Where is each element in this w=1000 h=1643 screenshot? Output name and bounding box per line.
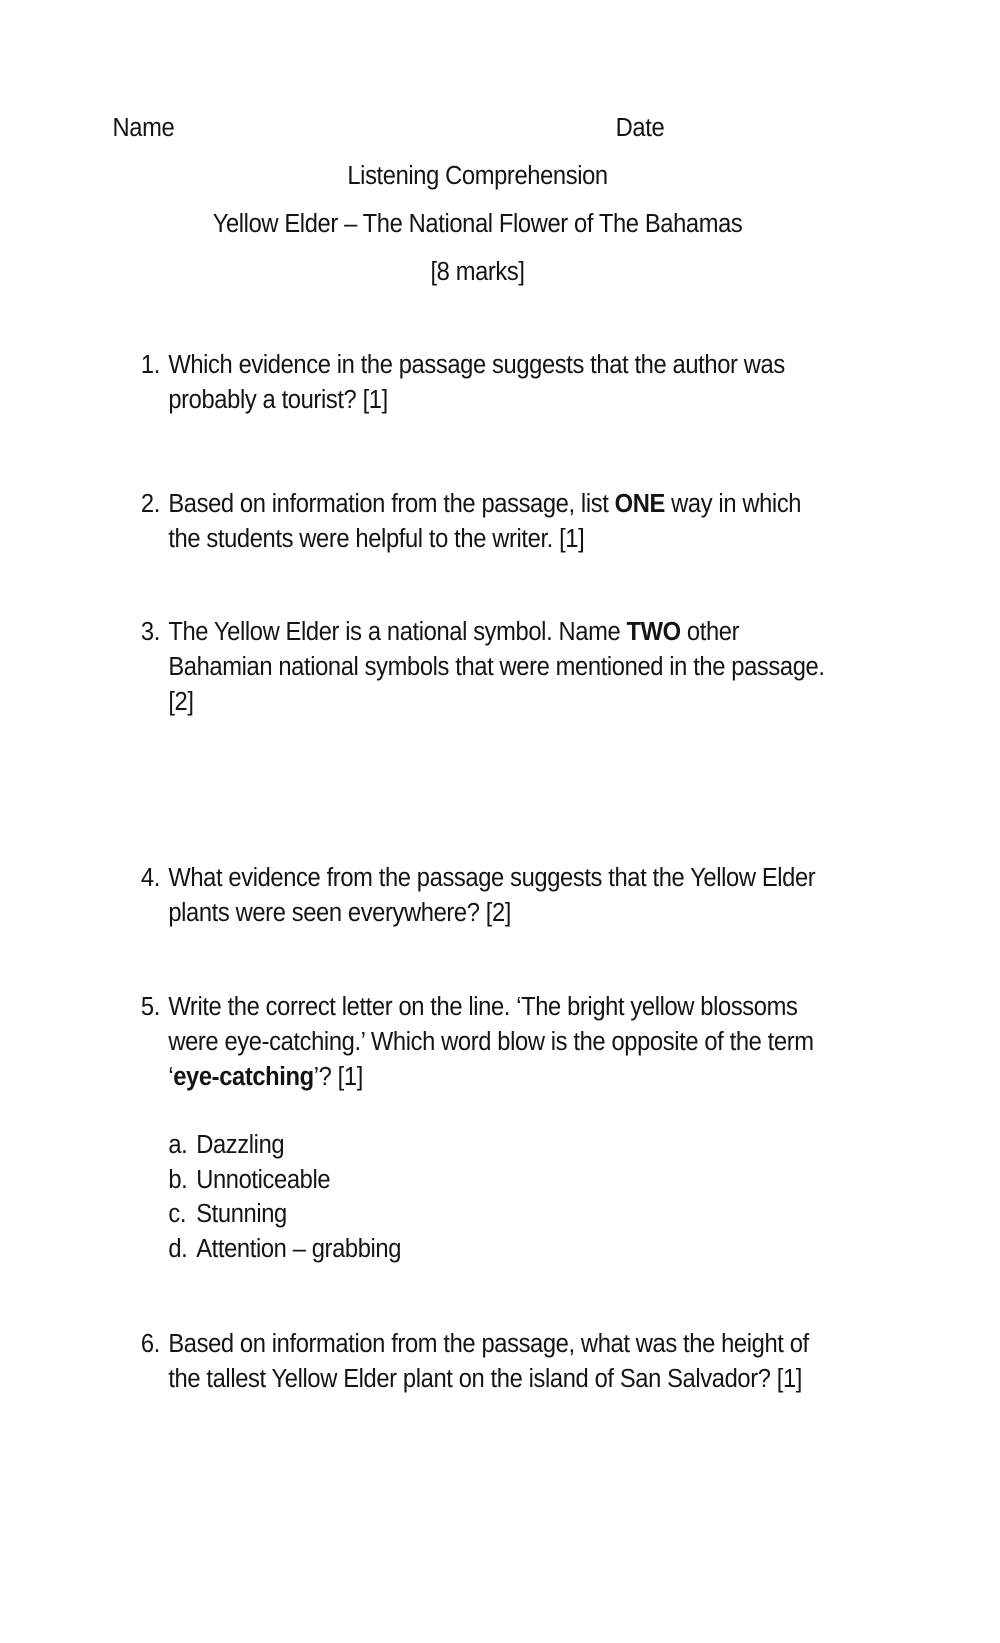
name-label: Name: [112, 114, 175, 142]
option-text: Stunning: [196, 1200, 287, 1228]
date-label: Date: [615, 114, 665, 142]
question-number: 6.: [140, 1330, 160, 1358]
question-number: 4.: [140, 864, 160, 892]
question-text: the tallest Yellow Elder plant on the island of San Salvador? [1]: [168, 1365, 803, 1393]
total-marks: [8 marks]: [430, 258, 525, 286]
option-letter: b.: [168, 1166, 188, 1194]
question-number: 5.: [140, 993, 160, 1021]
question-text: the students were helpful to the writer. [1]: [168, 525, 585, 553]
question-text: What evidence from the passage suggests that the Yellow Elder: [168, 864, 816, 892]
emphasis: ONE: [614, 490, 665, 518]
option-letter: a.: [168, 1131, 188, 1159]
option-text: Unnoticeable: [196, 1166, 331, 1194]
question-text: ‘eye-catching’? [1]: [168, 1063, 363, 1091]
question-text: Based on information from the passage, what was the height of: [168, 1330, 809, 1358]
option-letter: c.: [168, 1200, 187, 1228]
option-text: Attention – grabbing: [196, 1235, 402, 1263]
question-text: Based on information from the passage, list ONE way in which: [168, 490, 802, 518]
option-letter: d.: [168, 1235, 188, 1263]
question-text: plants were seen everywhere? [2]: [168, 899, 512, 927]
question-text: probably a tourist? [1]: [168, 386, 388, 414]
question-marks: [2]: [168, 688, 194, 716]
question-text: Write the correct letter on the line. ‘The bright yellow blossoms: [168, 993, 798, 1021]
question-text: Bahamian national symbols that were mentioned in the passage.: [168, 653, 825, 681]
worksheet-title: Listening Comprehension: [347, 162, 608, 190]
emphasis: eye-catching: [173, 1063, 314, 1091]
question-text: The Yellow Elder is a national symbol. Name TWO other: [168, 618, 740, 646]
question-number: 1.: [140, 351, 160, 379]
emphasis: TWO: [626, 618, 681, 646]
question-text: were eye-catching.’ Which word blow is the opposite of the term: [168, 1028, 814, 1056]
option-text: Dazzling: [196, 1131, 285, 1159]
question-number: 3.: [140, 618, 160, 646]
question-text: Which evidence in the passage suggests that the author was: [168, 351, 785, 379]
worksheet-subtitle: Yellow Elder – The National Flower of The Bahamas: [212, 210, 743, 238]
question-number: 2.: [140, 490, 160, 518]
